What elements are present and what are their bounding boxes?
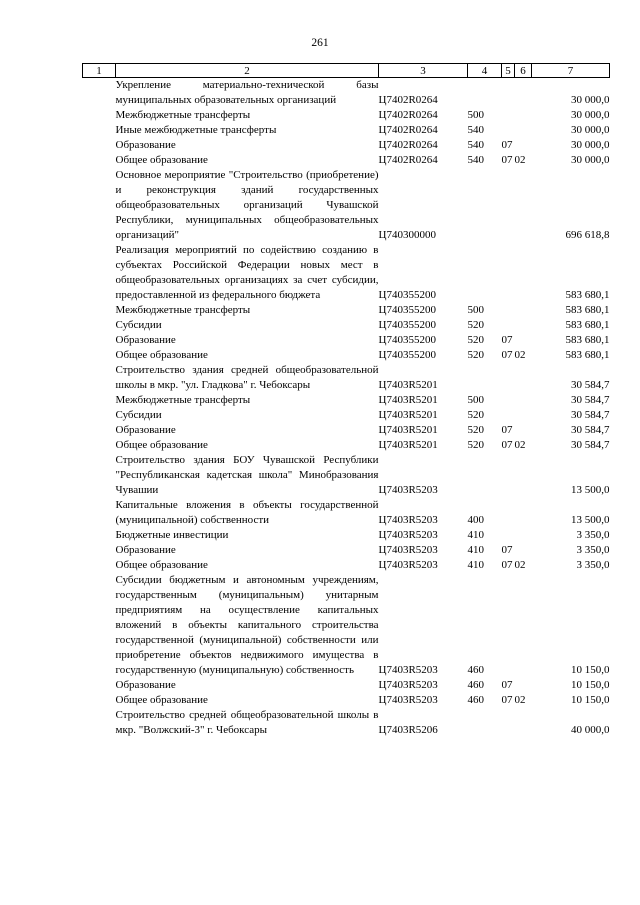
column-header-4: 4 [468,64,502,78]
row-subsection-cell [515,528,532,543]
table-row [83,303,610,318]
row-amount-cell: 30 584,7 [571,394,610,406]
row-name-cell: Строительство средней общеобразовательной школы в мкр. "Волжский-3" г. Чебоксары [115,709,379,736]
row-subsection-cell [515,243,532,303]
row-section-cell [502,393,515,408]
row-code-cell: Ц740355200 [378,304,436,316]
row-code-cell: Ц7403R5203 [378,544,438,556]
table-row [83,708,610,738]
row-index-cell [83,528,116,543]
row-index-cell [83,393,116,408]
row-section-cell [502,78,515,109]
row-code-cell: Ц7403R5203 [378,529,438,541]
table-row [83,138,610,153]
row-name-cell: Межбюджетные трансферты [115,394,251,406]
row-expense-type-cell: 520 [467,424,484,436]
row-code-cell: Ц740355200 [378,334,436,346]
row-subsection-cell [515,78,532,109]
table-row [83,333,610,348]
row-subsection-cell [515,543,532,558]
row-amount-cell: 10 150,0 [571,694,610,706]
row-section-cell [502,303,515,318]
row-section-cell: 07 [501,694,513,706]
row-code-cell: Ц7402R0264 [378,139,438,151]
row-index-cell [83,558,116,573]
table-header-row [83,64,610,78]
row-code-cell: Ц7402R0264 [378,154,438,166]
column-header-2: 2 [116,64,379,78]
row-code-cell: Ц7403R5206 [378,724,438,736]
row-code-cell: Ц7403R5201 [378,409,438,421]
table-row [83,363,610,393]
row-expense-type-cell [468,708,502,738]
row-section-cell: 07 [501,544,513,556]
row-subsection-cell [515,318,532,333]
row-section-cell [502,318,515,333]
row-index-cell [83,693,116,708]
row-name-cell: Субсидии бюджетным и автономным учреждениям, государственным (муниципальным) унитарным предприятиям на осуществление капитальных вложений в объекты капитального строительства государственной (муниципальной) собственности или приобретение объектов недвижимого имущества в государственную (муниципальную) собственность [115,574,379,676]
row-subsection-cell: 02 [514,349,526,361]
row-amount-cell: 30 000,0 [571,124,610,136]
row-subsection-cell: 02 [514,694,526,706]
row-subsection-cell [515,453,532,498]
row-code-cell: Ц7403R5203 [378,679,438,691]
row-subsection-cell [515,573,532,678]
row-section-cell: 07 [501,424,513,436]
row-name-cell: Укрепление материально-технической базы муниципальных образовательных организаций [115,79,379,106]
row-expense-type-cell: 520 [467,334,484,346]
row-name-cell: Реализация мероприятий по содействию созданию в субъектах Российской Федерации новых мест в общеобразовательных организациях за счет субсидии, предоставленной из федерального бюджета [115,244,379,301]
table-row [83,678,610,693]
row-amount-cell: 696 618,8 [565,229,610,241]
row-name-cell: Общее образование [115,439,208,451]
table-row [83,558,610,573]
row-amount-cell: 3 350,0 [576,559,610,571]
row-amount-cell: 30 584,7 [571,409,610,421]
row-expense-type-cell [468,453,502,498]
row-amount-cell: 30 584,7 [571,439,610,451]
row-name-cell: Субсидии [115,409,162,421]
row-name-cell: Межбюджетные трансферты [115,109,251,121]
row-subsection-cell [515,333,532,348]
row-subsection-cell [515,423,532,438]
row-subsection-cell [515,393,532,408]
row-amount-cell: 10 150,0 [571,679,610,691]
row-code-cell: Ц7403R5203 [378,664,438,676]
row-section-cell [502,123,515,138]
table-row [83,153,610,168]
row-section-cell [502,528,515,543]
row-index-cell [83,423,116,438]
row-section-cell: 07 [501,349,513,361]
row-index-cell [83,543,116,558]
row-amount-cell: 3 350,0 [576,544,610,556]
row-name-cell: Строительство здания БОУ Чувашской Республики "Республиканская кадетская школа" Минобразования Чувашии [115,454,379,496]
row-section-cell [502,408,515,423]
row-amount-cell: 13 500,0 [571,484,610,496]
row-section-cell: 07 [501,154,513,166]
row-amount-cell: 10 150,0 [571,664,610,676]
row-expense-type-cell: 460 [467,694,484,706]
row-section-cell: 07 [501,139,513,151]
row-expense-type-cell [468,363,502,393]
row-index-cell [83,453,116,498]
row-expense-type-cell: 540 [467,139,484,151]
column-header-3: 3 [379,64,468,78]
row-index-cell [83,708,116,738]
row-index-cell [83,333,116,348]
column-header-6: 6 [515,64,532,78]
row-section-cell [502,573,515,678]
row-name-cell: Образование [115,544,176,556]
row-subsection-cell [515,363,532,393]
row-amount-cell: 583 680,1 [565,304,610,316]
row-expense-type-cell: 500 [467,394,484,406]
table-row [83,528,610,543]
row-code-cell: Ц740355200 [378,349,436,361]
row-amount-cell: 30 000,0 [571,139,610,151]
row-code-cell: Ц740300000 [378,229,436,241]
row-section-cell [502,363,515,393]
row-subsection-cell [515,123,532,138]
row-expense-type-cell: 540 [467,124,484,136]
row-expense-type-cell: 410 [467,559,484,571]
row-index-cell [83,108,116,123]
row-expense-type-cell [468,243,502,303]
row-expense-type-cell: 400 [467,514,484,526]
row-amount-cell: 3 350,0 [576,529,610,541]
row-expense-type-cell: 410 [467,529,484,541]
table-row [83,168,610,243]
row-expense-type-cell: 520 [467,319,484,331]
row-index-cell [83,138,116,153]
row-code-cell: Ц7403R5201 [378,424,438,436]
row-section-cell: 07 [501,334,513,346]
row-name-cell: Образование [115,139,176,151]
row-index-cell [83,303,116,318]
table-row [83,408,610,423]
row-section-cell [502,108,515,123]
row-amount-cell: 30 000,0 [571,154,610,166]
row-index-cell [83,573,116,678]
row-expense-type-cell: 520 [467,349,484,361]
row-code-cell: Ц7403R5203 [378,694,438,706]
row-expense-type-cell: 500 [467,304,484,316]
row-index-cell [83,408,116,423]
row-amount-cell: 583 680,1 [565,319,610,331]
row-name-cell: Иные межбюджетные трансферты [115,124,277,136]
table-row [83,573,610,678]
row-name-cell: Общее образование [115,154,208,166]
row-expense-type-cell: 460 [467,664,484,676]
table-row [83,453,610,498]
row-subsection-cell: 02 [514,559,526,571]
table-row [83,438,610,453]
row-name-cell: Межбюджетные трансферты [115,304,251,316]
row-section-cell [502,708,515,738]
row-name-cell: Общее образование [115,559,208,571]
row-code-cell: Ц7403R5203 [378,514,438,526]
row-code-cell: Ц7403R5203 [378,559,438,571]
table-row [83,393,610,408]
row-code-cell: Ц7403R5201 [378,439,438,451]
table-row [83,78,610,109]
row-subsection-cell [515,303,532,318]
row-name-cell: Бюджетные инвестиции [115,529,229,541]
row-name-cell: Образование [115,424,176,436]
row-amount-cell: 30 584,7 [571,424,610,436]
row-subsection-cell: 02 [514,439,526,451]
row-amount-cell: 583 680,1 [565,289,610,301]
row-expense-type-cell [468,78,502,109]
row-name-cell: Образование [115,334,176,346]
row-subsection-cell [515,108,532,123]
table-row [83,423,610,438]
row-code-cell: Ц7403R5201 [378,394,438,406]
column-header-5: 5 [502,64,515,78]
row-index-cell [83,438,116,453]
row-code-cell: Ц7403R5203 [378,484,438,496]
page-number: 261 [311,37,329,49]
row-code-cell: Ц7403R5201 [378,379,438,391]
row-section-cell: 07 [501,439,513,451]
row-code-cell: Ц740355200 [378,319,436,331]
row-expense-type-cell: 410 [467,544,484,556]
table-row [83,123,610,138]
row-name-cell: Субсидии [115,319,162,331]
row-name-cell: Основное мероприятие "Строительство (приобретение) и реконструкция зданий государственных общеобразовательных организаций Чувашской Республики, муниципальных общеобразовательных организаций" [115,169,379,241]
row-index-cell [83,348,116,363]
row-name-cell: Капитальные вложения в объекты государственной (муниципальной) собственности [115,499,379,526]
row-amount-cell: 30 584,7 [571,379,610,391]
row-index-cell [83,168,116,243]
row-amount-cell: 583 680,1 [565,349,610,361]
row-name-cell: Общее образование [115,694,208,706]
row-amount-cell: 13 500,0 [571,514,610,526]
row-section-cell [502,243,515,303]
row-index-cell [83,153,116,168]
row-name-cell: Общее образование [115,349,208,361]
row-section-cell [502,168,515,243]
table-row [83,243,610,303]
row-code-cell: Ц7402R0264 [378,124,438,136]
row-amount-cell: 40 000,0 [571,724,610,736]
row-expense-type-cell: 460 [467,679,484,691]
row-amount-cell: 30 000,0 [571,109,610,121]
row-code-cell: Ц7402R0264 [378,94,438,106]
row-expense-type-cell: 540 [467,154,484,166]
column-header-7: 7 [532,64,610,78]
table-row [83,108,610,123]
column-header-1: 1 [83,64,116,78]
row-name-cell: Образование [115,679,176,691]
row-index-cell [83,498,116,528]
table-row [83,693,610,708]
row-subsection-cell [515,498,532,528]
row-expense-type-cell: 520 [467,439,484,451]
table-row [83,348,610,363]
row-subsection-cell [515,138,532,153]
row-code-cell: Ц7402R0264 [378,109,438,121]
row-expense-type-cell: 520 [467,409,484,421]
row-index-cell [83,363,116,393]
table-row [83,498,610,528]
row-amount-cell: 583 680,1 [565,334,610,346]
row-index-cell [83,678,116,693]
row-subsection-cell: 02 [514,154,526,166]
row-index-cell [83,123,116,138]
row-subsection-cell [515,708,532,738]
table-row [83,543,610,558]
row-section-cell: 07 [501,559,513,571]
row-section-cell [502,453,515,498]
table-row [83,318,610,333]
row-amount-cell: 30 000,0 [571,94,610,106]
row-expense-type-cell [468,168,502,243]
row-section-cell [502,498,515,528]
budget-table [82,63,610,738]
row-name-cell: Строительство здания средней общеобразовательной школы в мкр. "ул. Гладкова" г. Чебоксары [115,364,379,391]
row-subsection-cell [515,408,532,423]
row-index-cell [83,318,116,333]
row-index-cell [83,78,116,109]
row-index-cell [83,243,116,303]
row-code-cell: Ц740355200 [378,289,436,301]
row-expense-type-cell: 500 [467,109,484,121]
row-subsection-cell [515,168,532,243]
row-section-cell: 07 [501,679,513,691]
row-subsection-cell [515,678,532,693]
